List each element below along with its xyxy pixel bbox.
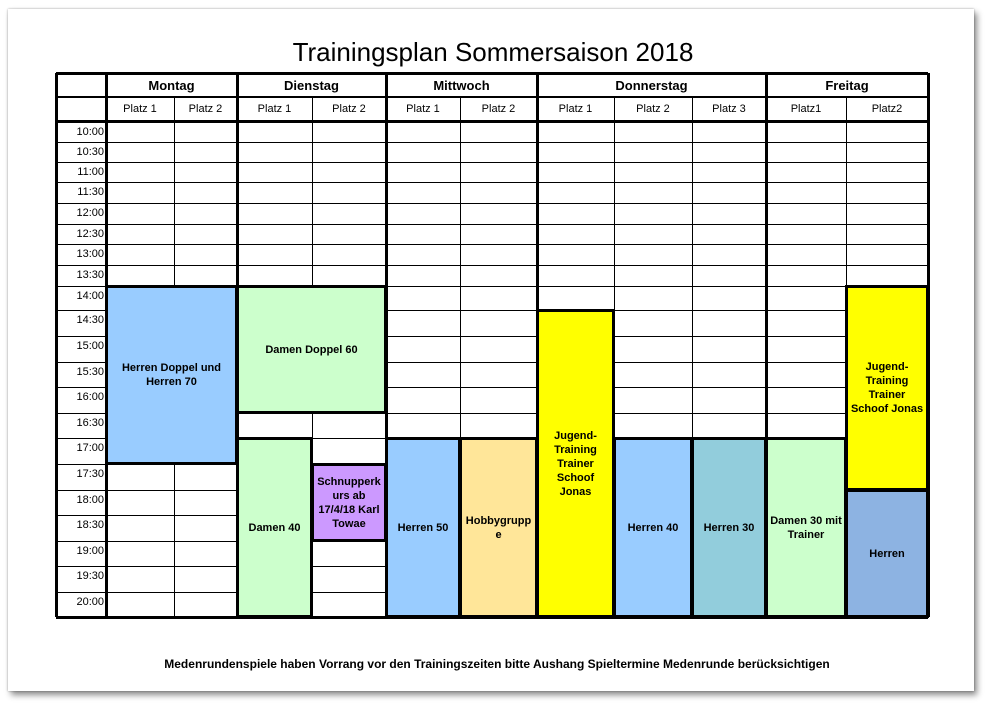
training-block-damen-40: [236, 437, 313, 618]
training-block-label: Herren: [869, 547, 905, 560]
time-label: 14:30: [76, 314, 104, 326]
training-block-jugend-training-trainer-schoof-jonas: [845, 285, 929, 491]
time-row-line: [56, 162, 928, 163]
day-header-freitag: Freitag: [825, 78, 869, 93]
training-block-herren-doppel-und-herren-70: [105, 285, 238, 465]
time-label: 12:30: [76, 228, 104, 240]
training-block-label: Schnupperkurs ab 17/4/18 Karl Towae: [317, 475, 381, 530]
time-row-line: [56, 265, 928, 266]
time-label: 16:00: [76, 391, 104, 403]
training-block-label: Herren 50: [397, 521, 449, 534]
training-block-damen-30-mit-trainer: [765, 437, 847, 618]
time-label: 15:00: [76, 340, 104, 352]
time-label: 17:30: [76, 468, 104, 480]
page-title: Trainingsplan Sommersaison 2018: [292, 37, 694, 67]
time-row-line: [56, 224, 928, 225]
footer-note: Medenrundenspiele haben Vorrang vor den Trainingszeiten bitte Aushang Spieltermine Medenrunde berücksichtigen: [164, 657, 830, 671]
training-block-label: Damen 30 mit Trainer: [770, 514, 842, 541]
time-row-line: [56, 182, 928, 183]
court-label: Platz 2: [188, 103, 223, 115]
day-header-donnerstag: Donnerstag: [615, 78, 688, 93]
time-label: 18:00: [76, 494, 104, 506]
court-label: Platz 2: [481, 103, 516, 115]
court-label: Platz 1: [406, 103, 440, 115]
training-block-label: Herren 30: [703, 521, 755, 534]
training-block-label: Herren Doppel und Herren 70: [121, 362, 221, 388]
training-block-hobbygruppe: [459, 437, 538, 618]
training-block-herren-40: [613, 437, 693, 618]
court-label: Platz 3: [712, 103, 746, 115]
time-label: 10:00: [76, 126, 104, 138]
training-block-label: Herren 40: [627, 521, 679, 534]
time-row-line: [56, 244, 928, 245]
court-label: Platz 2: [332, 103, 366, 115]
training-block-schnupperkurs-ab-17-4-18-karl-towae: [311, 463, 387, 542]
court-label: Platz 1: [257, 103, 292, 115]
training-block-label: Jugend-Training Trainer Schoof Jonas: [850, 361, 924, 415]
time-label: 16:30: [76, 417, 104, 429]
court-label: Platz2: [871, 103, 903, 115]
day-header-mittwoch: Mittwoch: [433, 78, 490, 93]
time-row-line: [56, 142, 928, 143]
training-block-label: Damen Doppel 60: [265, 343, 358, 356]
time-label: 13:30: [76, 269, 104, 281]
court-label: Platz1: [790, 103, 822, 115]
time-label: 15:30: [76, 366, 104, 378]
time-label: 10:30: [76, 146, 104, 158]
time-label: 18:30: [76, 519, 104, 531]
time-label: 14:00: [76, 290, 104, 302]
training-block-label: Damen 40: [248, 521, 301, 534]
day-header-montag: Montag: [148, 78, 195, 93]
time-label: 19:00: [76, 545, 104, 557]
time-label: 17:00: [76, 442, 104, 454]
training-block-label: Hobbygruppe: [465, 514, 532, 541]
training-block-herren: [845, 489, 929, 618]
time-label: 11:30: [77, 186, 104, 198]
training-block-damen-doppel-60: [236, 285, 387, 414]
court-label: Platz 1: [123, 103, 157, 115]
time-row-line: [56, 203, 928, 204]
time-label: 13:00: [76, 248, 104, 260]
time-label: 12:00: [76, 207, 104, 219]
time-label: 19:30: [76, 570, 104, 582]
training-block-herren-30: [691, 437, 767, 618]
training-block-herren-50: [385, 437, 461, 618]
time-label: 11:00: [77, 166, 104, 178]
court-label: Platz 1: [558, 103, 593, 115]
training-block-label: Jugend-Training Trainer Schoof Jonas: [554, 429, 597, 498]
time-label: 20:00: [76, 596, 104, 608]
court-label: Platz 2: [636, 103, 670, 115]
training-block-jugend-training-trainer-schoof-jonas: [536, 309, 615, 618]
day-header-dienstag: Dienstag: [284, 78, 339, 93]
